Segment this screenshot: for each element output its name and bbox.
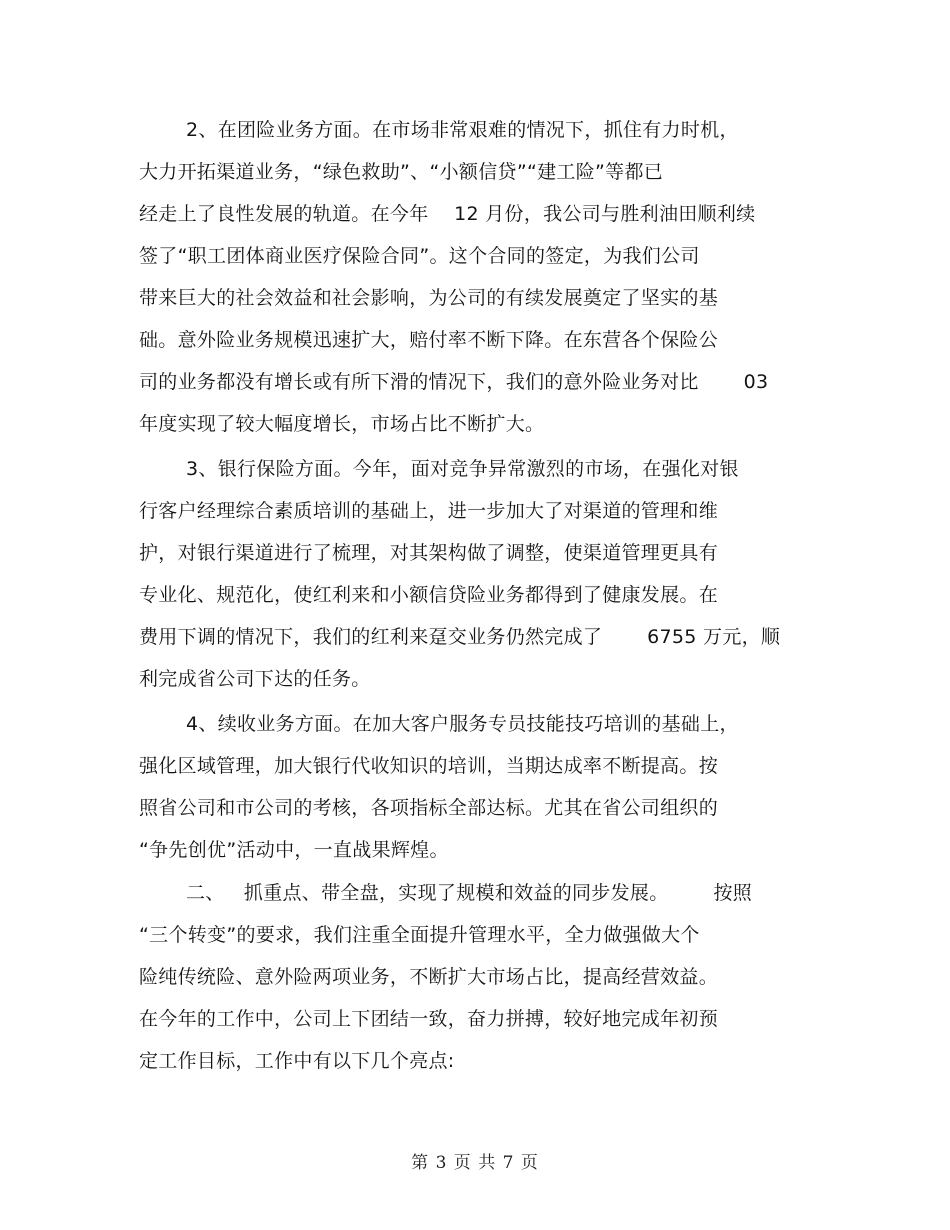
paragraph-line: 大力开拓渠道业务，“绿色救助”、“小额信贷”“建工险”等都已	[139, 161, 664, 183]
paragraph-line: 4、续收业务方面。在加大客户服务专员技能技巧培训的基础上，	[186, 713, 739, 735]
paragraph-line: 2、在团险业务方面。在市场非常艰难的情况下，抓住有力时机，	[186, 119, 739, 141]
paragraph-line: 二、 抓重点、带全盘，实现了规模和效益的同步发展。 按照	[186, 882, 753, 904]
paragraph-line: 年度实现了较大幅度增长，市场占比不断扩大。	[139, 413, 545, 435]
paragraph-line: 定工作目标，工作中有以下几个亮点:	[139, 1050, 455, 1072]
paragraph-line: 费用下调的情况下，我们的红利来趸交业务仍然完成了 6755 万元，顺	[139, 626, 781, 648]
paragraph-line: 照省公司和市公司的考核，各项指标全部达标。尤其在省公司组织的	[139, 797, 719, 819]
paragraph-line: 司的业务都没有增长或有所下滑的情况下，我们的意外险业务对比 03	[139, 371, 769, 393]
paragraph-line: “三个转变”的要求，我们注重全面提升管理水平，全力做强做大个	[139, 924, 700, 946]
paragraph-line: “争先创优”活动中，一直战果辉煌。	[139, 839, 449, 861]
paragraph-line: 在今年的工作中，公司上下团结一致，奋力拼搏，较好地完成年初预	[139, 1008, 719, 1030]
paragraph-line: 3、银行保险方面。今年，面对竞争异常激烈的市场，在强化对银	[186, 458, 739, 480]
paragraph-line: 强化区域管理，加大银行代收知识的培训，当期达成率不断提高。按	[139, 755, 719, 777]
page-number-footer: 第 3 页 共 7 页	[411, 1153, 539, 1173]
paragraph-line: 签了“职工团体商业医疗保险合同”。这个合同的签定，为我们公司	[139, 245, 700, 267]
paragraph-line: 险纯传统险、意外险两项业务，不断扩大市场占比，提高经营效益。	[139, 966, 719, 988]
paragraph-line: 经走上了良性发展的轨道。在今年 12 月份，我公司与胜利油田顺利续	[139, 203, 756, 225]
paragraph-line: 利完成省公司下达的任务。	[139, 668, 371, 690]
paragraph-line: 专业化、规范化，使红利来和小额信贷险业务都得到了健康发展。在	[139, 584, 719, 606]
paragraph-line: 行客户经理综合素质培训的基础上，进一步加大了对渠道的管理和维	[139, 500, 719, 522]
paragraph-line: 带来巨大的社会效益和社会影响，为公司的有续发展奠定了坚实的基	[139, 287, 719, 309]
paragraph-line: 护，对银行渠道进行了梳理，对其架构做了调整，使渠道管理更具有	[139, 542, 719, 564]
paragraph-line: 础。意外险业务规模迅速扩大，赔付率不断下降。在东营各个保险公	[139, 329, 719, 351]
